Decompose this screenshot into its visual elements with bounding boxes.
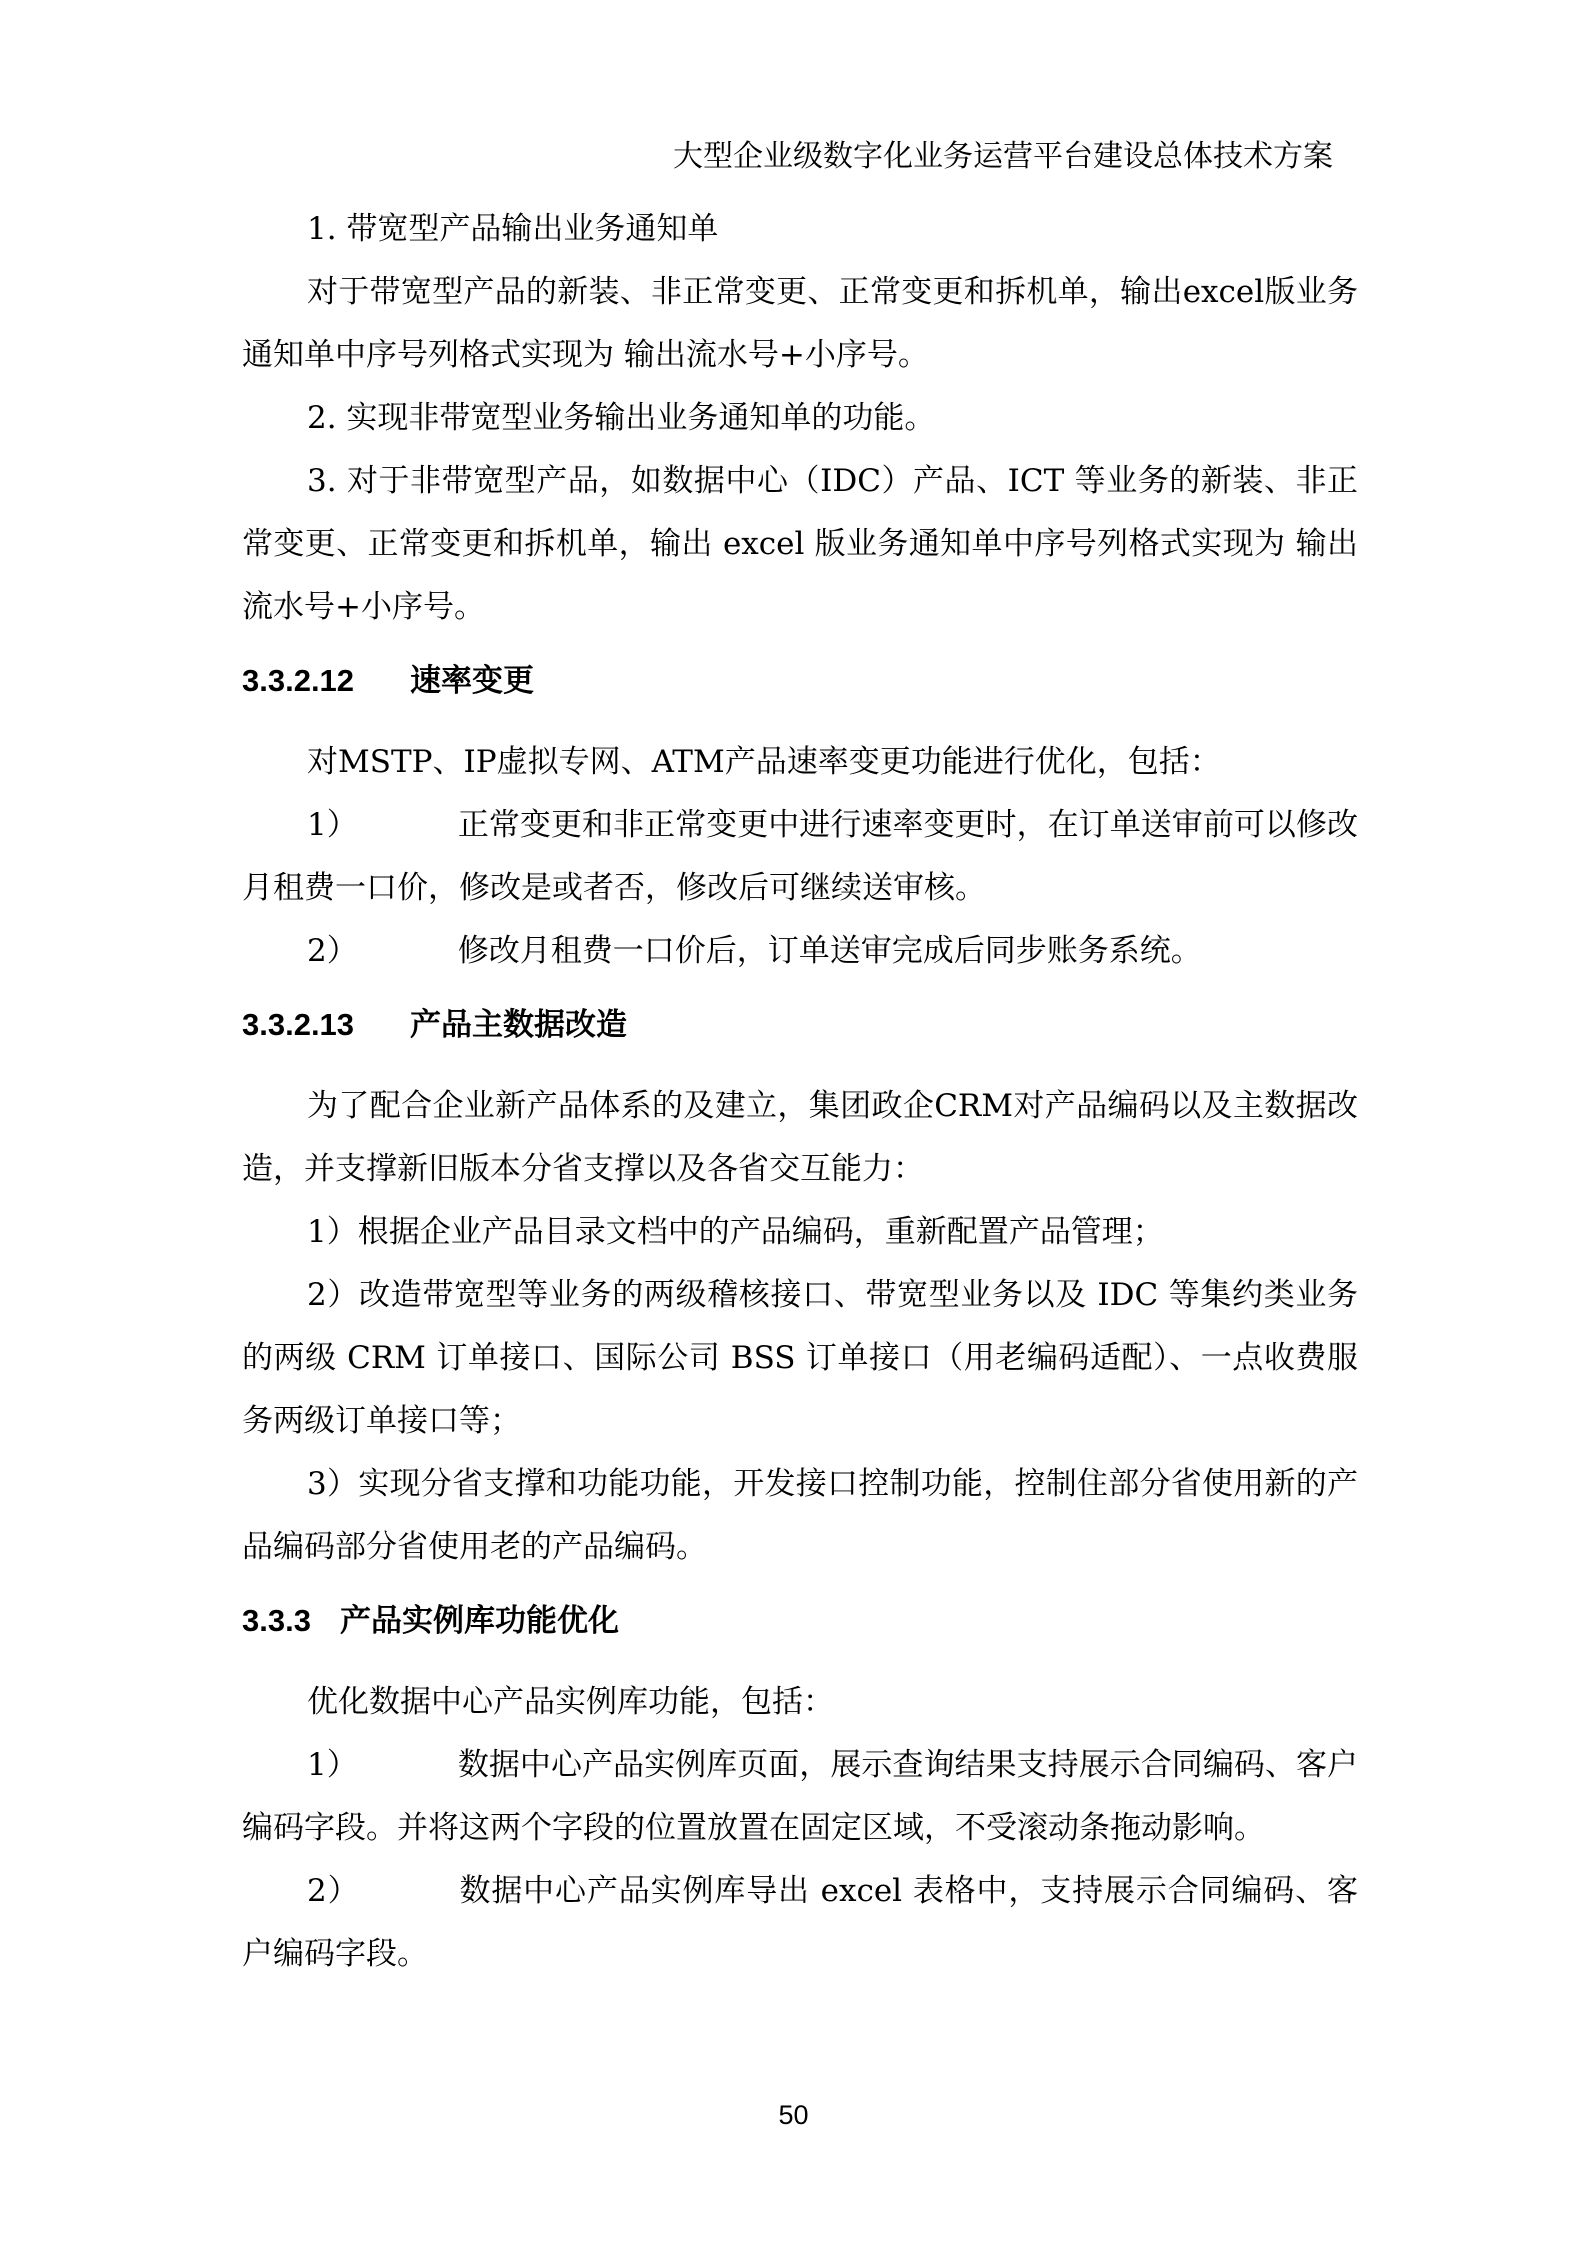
list-number: 2） xyxy=(307,1873,360,1909)
document-body xyxy=(242,198,1358,1986)
running-header: 大型企业级数字化业务运营平台建设总体技术方案 xyxy=(673,139,1333,174)
paragraph: 对于带宽型产品的新装、非正常变更、正常变更和拆机单，输出excel版业务通知单中序号列格式实现为 输出流水号+小序号。 xyxy=(242,274,1358,373)
list-text: 修改月租费一口价后，订单送审完成后同步账务系统。 xyxy=(457,933,1202,969)
section-number: 3.3.2.12 xyxy=(242,663,355,698)
section-title: 产品实例库功能优化 xyxy=(340,1603,619,1638)
list-item xyxy=(242,1860,1358,1986)
section-title: 速率变更 xyxy=(410,663,534,698)
paragraph: 对MSTP、IP虚拟专网、ATM产品速率变更功能进行优化，包括： xyxy=(307,744,1221,780)
list-item: 1. 带宽型产品输出业务通知单 xyxy=(307,211,719,247)
list-item: 2. 实现非带宽型业务输出业务通知单的功能。 xyxy=(307,400,936,436)
list-number: 1） xyxy=(307,807,358,843)
list-item: 3）实现分省支撑和功能功能，开发接口控制功能，控制住部分省使用新的产品编码部分省使用老的产品编码。 xyxy=(242,1466,1358,1565)
paragraph: 优化数据中心产品实例库功能，包括： xyxy=(307,1684,834,1720)
list-item xyxy=(242,794,1358,920)
paragraph: 为了配合企业新产品体系的及建立，集团政企CRM对产品编码以及主数据改造，并支撑新旧版本分省支撑以及各省交互能力： xyxy=(242,1088,1358,1187)
section-heading xyxy=(242,1579,1358,1671)
section-heading xyxy=(242,983,1358,1075)
list-item: 2）改造带宽型等业务的两级稽核接口、带宽型业务以及 IDC 等集约类业务的两级 CRM 订单接口、国际公司 BSS 订单接口（用老编码适配）、一点收费服务两级订单接口等； xyxy=(242,1277,1358,1439)
list-number: 2） xyxy=(307,933,358,969)
section-number: 3.3.3 xyxy=(242,1603,311,1638)
section-number: 3.3.2.13 xyxy=(242,1007,355,1042)
list-text: 正常变更和非正常变更中进行速率变更时，在订单送审前可以修改月租费一口价，修改是或者否，修改后可继续送审核。 xyxy=(242,807,1358,906)
list-text: 数据中心产品实例库页面，展示查询结果支持展示合同编码、客户编码字段。并将这两个字段的位置放置在固定区域，不受滚动条拖动影响。 xyxy=(242,1747,1358,1846)
list-item xyxy=(242,920,1358,983)
page-number: 50 xyxy=(778,2100,809,2130)
list-item: 3. 对于非带宽型产品，如数据中心（IDC）产品、ICT 等业务的新装、非正常变更、正常变更和拆机单，输出 excel 版业务通知单中序号列格式实现为 输出流水号+小序号。 xyxy=(242,463,1358,625)
list-text: 数据中心产品实例库导出 excel 表格中，支持展示合同编码、客户编码字段。 xyxy=(242,1873,1358,1972)
list-number: 1） xyxy=(307,1747,358,1783)
section-title: 产品主数据改造 xyxy=(410,1007,627,1042)
list-item: 1）根据企业产品目录文档中的产品编码，重新配置产品管理； xyxy=(307,1214,1164,1250)
list-item xyxy=(242,1734,1358,1860)
section-heading xyxy=(242,639,1358,731)
